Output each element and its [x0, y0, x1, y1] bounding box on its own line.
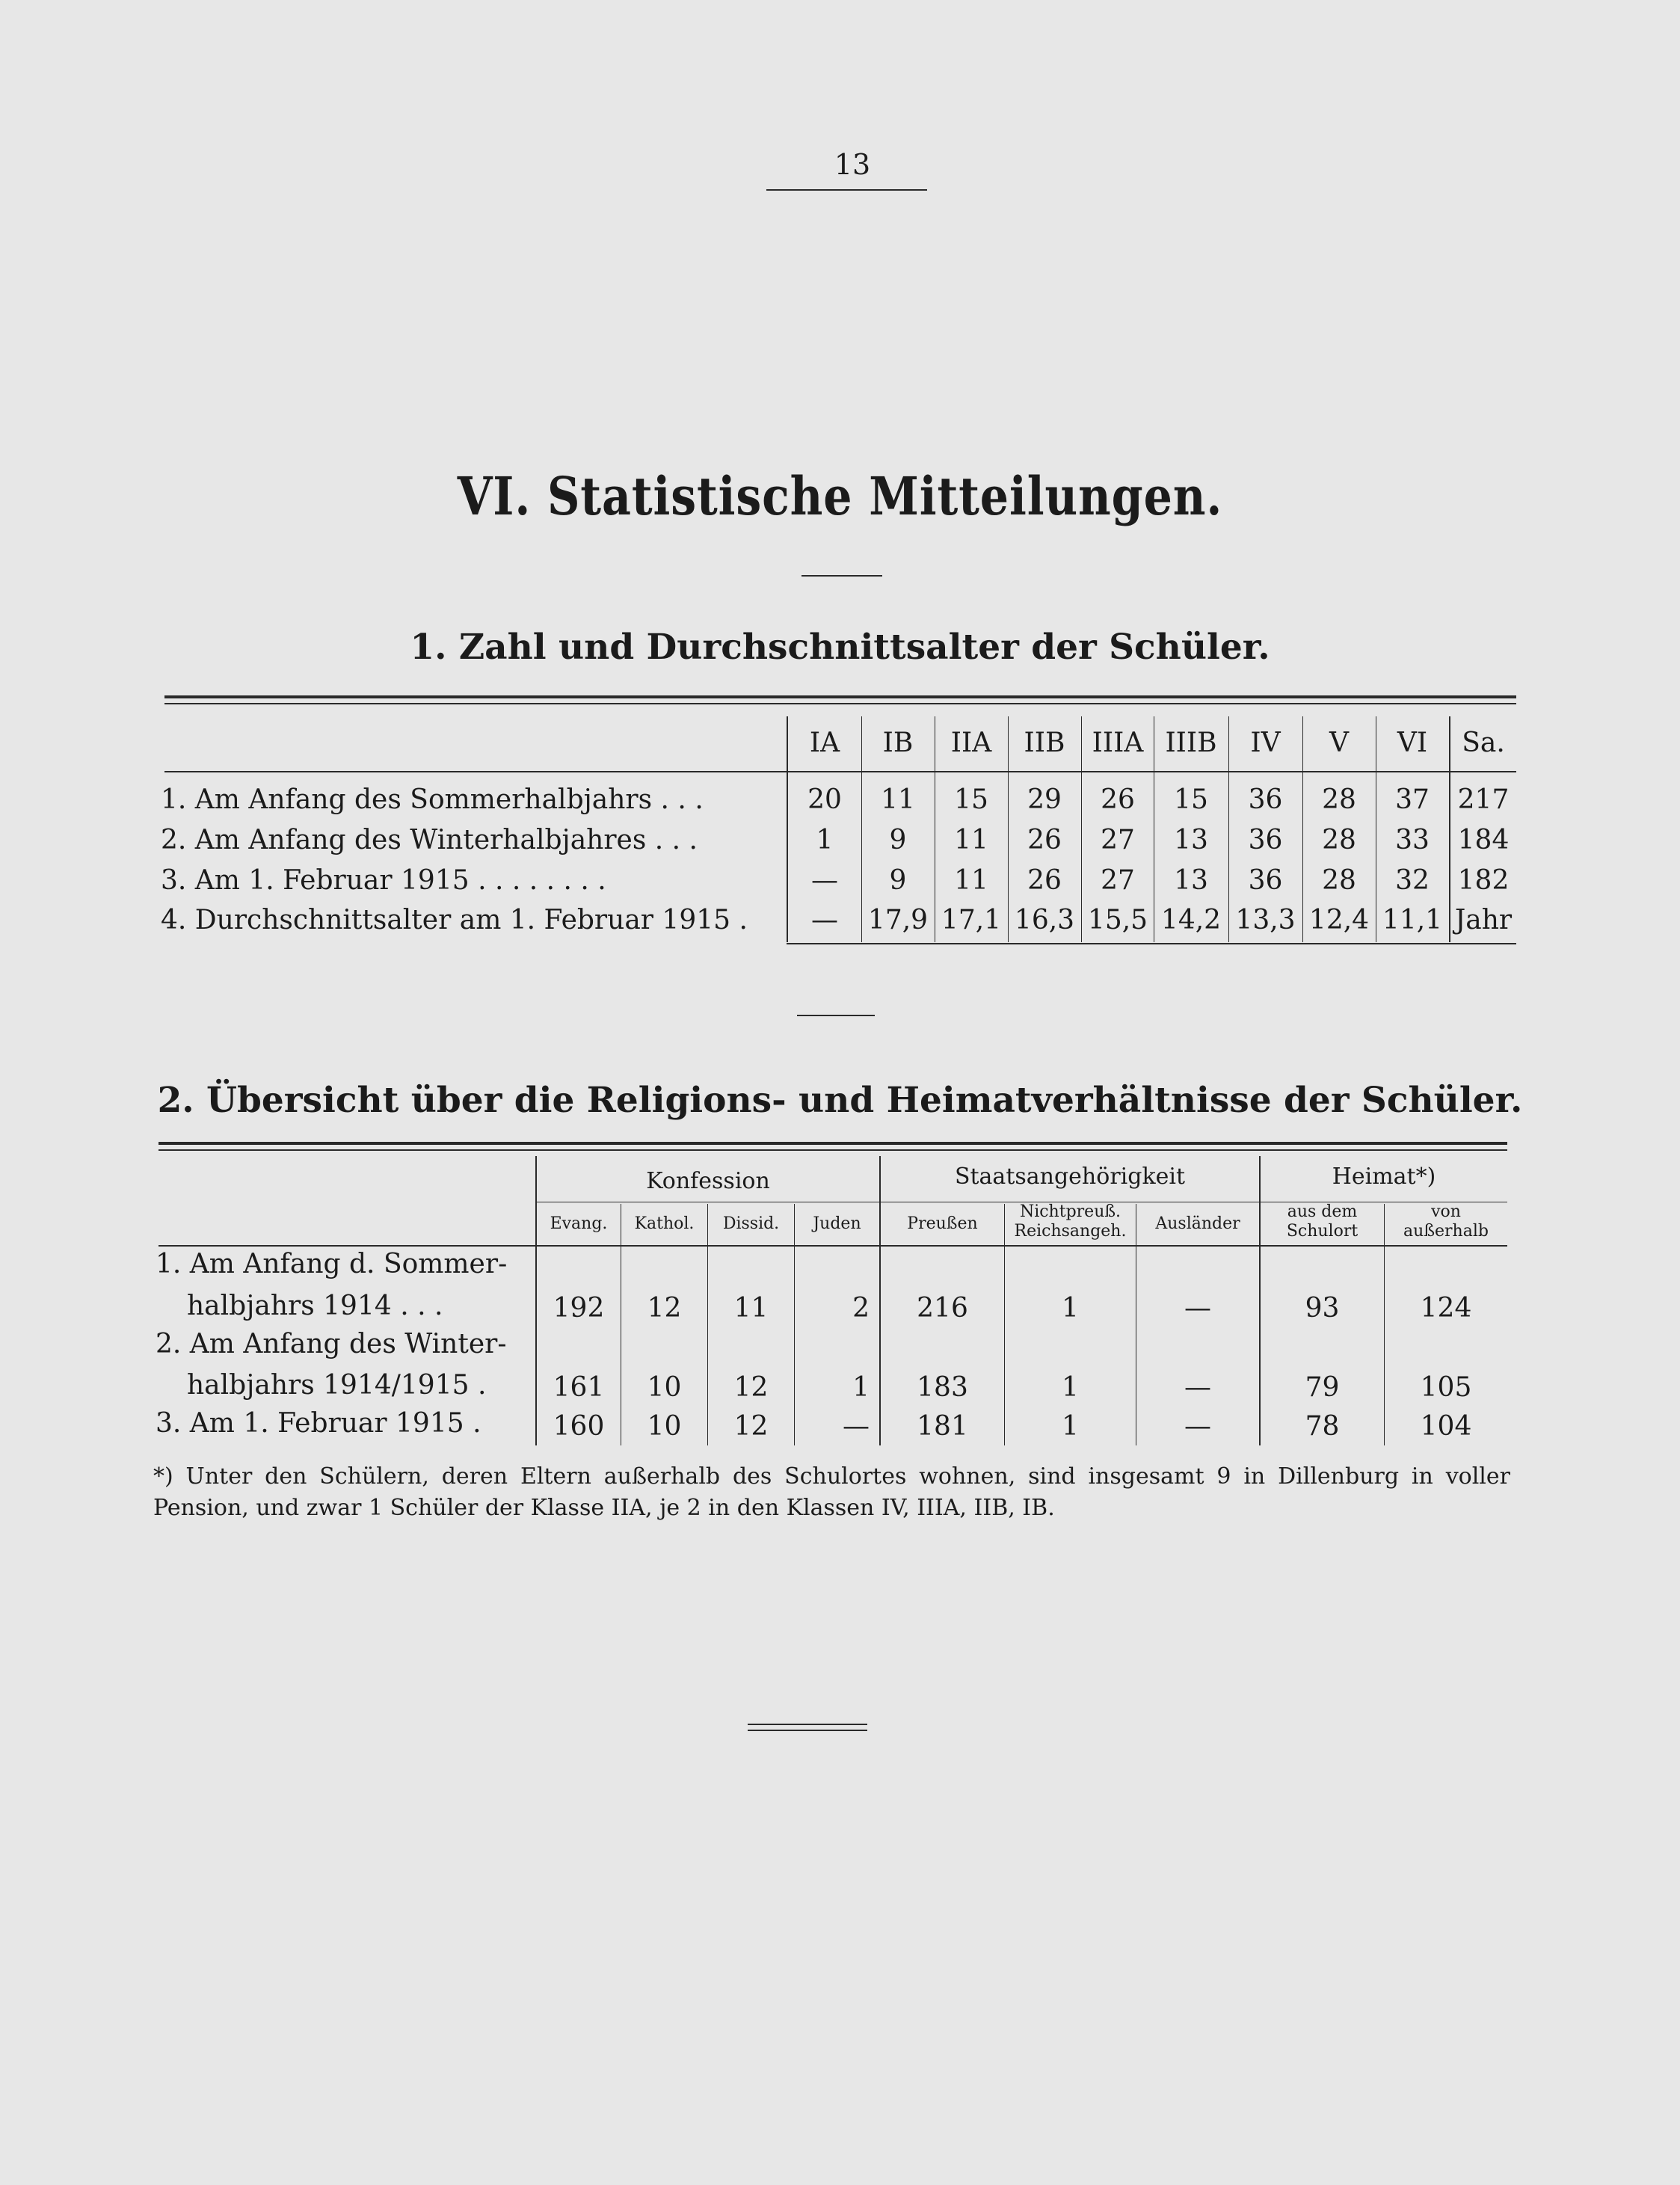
row-label: halbjahrs 1914 . . .	[187, 1291, 443, 1321]
table-cell: 13,3	[1235, 905, 1296, 935]
title-rule	[801, 575, 882, 577]
col-header: Sa.	[1462, 728, 1505, 758]
table-cell: 28	[1322, 825, 1356, 855]
table-cell: 29	[1027, 784, 1062, 815]
table-cell: —	[1184, 1293, 1211, 1324]
table-cell: 1	[852, 1372, 870, 1403]
table-cell: 1	[1062, 1293, 1079, 1324]
row-label: 1. Am Anfang d. Sommer-	[156, 1249, 508, 1279]
table-cell: 13	[1174, 825, 1208, 855]
table-cell: 11	[954, 825, 988, 855]
row-label: 2. Am Anfang des Winter-	[156, 1329, 507, 1359]
table-cell: 17,9	[867, 905, 929, 935]
table-cell: 17,1	[941, 905, 1002, 935]
table-cell: 182	[1457, 865, 1510, 896]
col-header: IIIB	[1165, 728, 1217, 758]
table-cell: 2	[852, 1293, 870, 1324]
col-header: IA	[809, 728, 840, 758]
table-cell: 28	[1322, 865, 1356, 896]
subcol-header: Ausländer	[1155, 1214, 1240, 1233]
subcol-header: Juden	[813, 1214, 861, 1233]
group-header-staat: Staatsangehörigkeit	[954, 1164, 1186, 1190]
table-cell: 104	[1420, 1411, 1472, 1442]
table-cell: 192	[553, 1293, 605, 1324]
table-cell: 1	[1062, 1411, 1079, 1442]
table-cell: 27	[1101, 825, 1135, 855]
subcol-header: Reichsangeh.	[1014, 1222, 1127, 1241]
end-rule	[748, 1730, 867, 1731]
col-header: IIA	[950, 728, 992, 758]
col-header: IV	[1250, 728, 1281, 758]
subcol-header: Dissid.	[722, 1214, 780, 1233]
col-header: IB	[882, 728, 914, 758]
subcol-header: Evang.	[550, 1214, 608, 1233]
table-cell: 36	[1248, 865, 1283, 896]
subcol-header: aus dem	[1287, 1202, 1358, 1221]
subcol-header: außerhalb	[1403, 1222, 1489, 1241]
table-cell: 124	[1420, 1293, 1472, 1324]
table-cell: 105	[1420, 1372, 1472, 1403]
footnote: *) Unter den Schülern, deren Eltern außerhalb des Schulortes wohnen, sind insgesamt 9 in Dillenburg in voller Pension, und zwar 1 Schüler der Klasse IIA, je 2 in den Klassen IV, IIIA, IIB, IB.	[153, 1463, 1510, 1521]
table-cell: —	[1184, 1411, 1211, 1442]
table-cell: 78	[1305, 1411, 1340, 1442]
table-cell: 160	[553, 1411, 605, 1442]
table-cell: 9	[889, 865, 907, 896]
table-cell: 26	[1101, 784, 1135, 815]
row-label: 3. Am 1. Februar 1915 .	[156, 1408, 481, 1439]
col-header: IIIA	[1092, 728, 1144, 758]
table-cell: 1	[1062, 1372, 1079, 1403]
group-header-heimat: Heimat*)	[1332, 1164, 1436, 1190]
table-cell: 181	[917, 1411, 968, 1442]
table-cell: 12,4	[1308, 905, 1370, 935]
row-label: 4. Durchschnittsalter am 1. Februar 1915 .	[161, 905, 748, 935]
table-cell: 12	[647, 1293, 682, 1324]
table-cell: 14,2	[1160, 905, 1222, 935]
table-cell: 217	[1457, 784, 1510, 815]
table-cell: 26	[1027, 825, 1062, 855]
table-cell: 11	[733, 1293, 769, 1324]
subcol-header: Nichtpreuß.	[1019, 1202, 1121, 1221]
col-header: VI	[1397, 728, 1428, 758]
table-cell: 10	[647, 1372, 682, 1403]
col-header: IIB	[1024, 728, 1065, 758]
table-cell: 16,3	[1014, 905, 1075, 935]
section-rule	[797, 1015, 875, 1016]
table-cell: 9	[889, 825, 907, 855]
table-cell: 36	[1248, 784, 1283, 815]
row-label: 3. Am 1. Februar 1915 . . . . . . . .	[161, 865, 606, 896]
table-cell: 15,5	[1087, 905, 1148, 935]
table-cell: —	[1184, 1372, 1211, 1403]
table-cell: 93	[1305, 1293, 1340, 1324]
table-cell: 37	[1395, 784, 1430, 815]
table-cell: 15	[1174, 784, 1208, 815]
page-number: 13	[834, 148, 871, 181]
table-cell: 183	[917, 1372, 968, 1403]
subcol-header: Kathol.	[634, 1214, 695, 1233]
end-rule	[748, 1724, 867, 1725]
table-cell: 20	[807, 784, 842, 815]
group-header-konfession: Konfession	[646, 1168, 770, 1194]
table-cell: 33	[1395, 825, 1430, 855]
table-cell: 1	[816, 825, 834, 855]
table-cell: 32	[1395, 865, 1430, 896]
table-cell: 10	[647, 1411, 682, 1442]
table-cell: 12	[733, 1372, 769, 1403]
table-cell: 11	[881, 784, 915, 815]
row-label: halbjahrs 1914/1915 .	[187, 1370, 487, 1401]
table-cell: 11	[954, 865, 988, 896]
table-cell: —	[811, 905, 838, 935]
section1-title: 1. Zahl und Durchschnittsalter der Schüler.	[410, 627, 1270, 668]
table-cell: 11,1	[1382, 905, 1443, 935]
table-cell: 216	[917, 1293, 968, 1324]
page-number-rule	[766, 189, 927, 191]
table-cell: 184	[1457, 825, 1510, 855]
table-cell: 161	[553, 1372, 605, 1403]
row-label: 2. Am Anfang des Winterhalbjahres . . .	[161, 825, 698, 855]
col-header: V	[1329, 728, 1349, 758]
subcol-header: Schulort	[1286, 1222, 1359, 1241]
table-cell: 13	[1174, 865, 1208, 896]
table-cell: 79	[1305, 1372, 1340, 1403]
table-cell: 12	[733, 1411, 769, 1442]
table-cell: 26	[1027, 865, 1062, 896]
chapter-title: VI. Statistische Mitteilungen.	[457, 465, 1223, 527]
table-cell: 27	[1101, 865, 1135, 896]
table-cell: —	[811, 865, 838, 896]
row-label: 1. Am Anfang des Sommerhalbjahrs . . .	[161, 784, 704, 815]
table-cell: 15	[954, 784, 988, 815]
section2-title: 2. Übersicht über die Religions- und Heimatverhältnisse der Schüler.	[157, 1080, 1523, 1121]
subcol-header: Preußen	[907, 1214, 978, 1233]
table-cell: 36	[1248, 825, 1283, 855]
subcol-header: von	[1431, 1202, 1461, 1221]
table-cell: Jahr	[1454, 905, 1513, 935]
table-cell: —	[843, 1411, 870, 1442]
table-cell: 28	[1322, 784, 1356, 815]
